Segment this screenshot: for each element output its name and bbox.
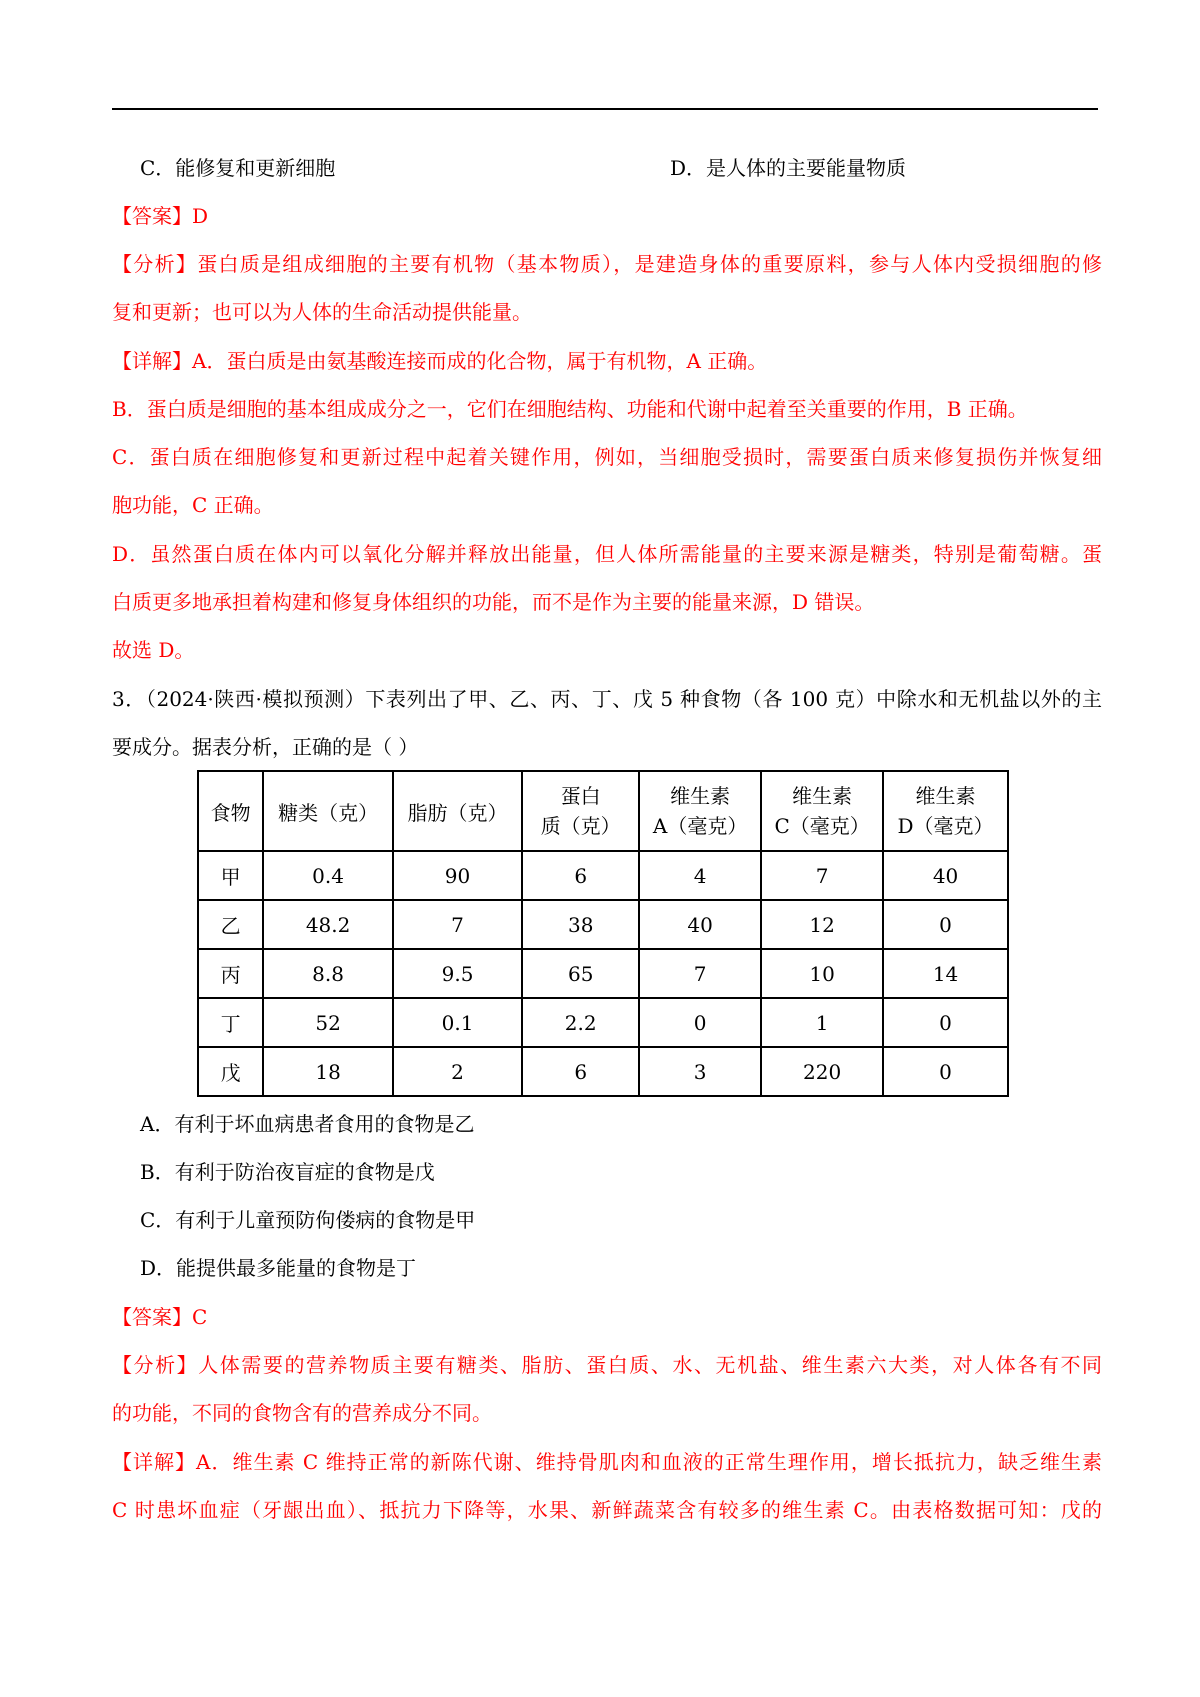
table-cell: 9.5 [393, 949, 522, 998]
detail-line-5: D．虽然蛋白质在体内可以氧化分解并释放出能量，但人体所需能量的主要来源是糖类，特别是葡萄糖。蛋 [112, 542, 1102, 566]
table-cell: 甲 [198, 851, 263, 900]
header-food: 食物 [198, 771, 263, 851]
table-cell: 12 [761, 900, 883, 949]
option-d: D．能提供最多能量的食物是丁 [140, 1256, 417, 1280]
options-row [140, 154, 1130, 182]
table-cell: 3 [639, 1047, 761, 1096]
question-3-stem-line-2: 要成分。据表分析，正确的是（ ） [112, 735, 419, 759]
table-cell: 0 [883, 900, 1008, 949]
table-cell: 7 [393, 900, 522, 949]
detail-line-4: 胞功能，C 正确。 [112, 493, 274, 517]
table-cell: 0 [639, 998, 761, 1047]
table-row [198, 998, 1008, 1047]
option-b: B．有利于防治夜盲症的食物是戊 [140, 1160, 435, 1184]
table-cell: 2 [393, 1047, 522, 1096]
answer-line: 【答案】C [112, 1305, 208, 1329]
table-cell: 40 [639, 900, 761, 949]
answer-line: 【答案】D [112, 204, 209, 228]
header-rule [112, 108, 1098, 110]
table-cell: 0.4 [263, 851, 392, 900]
detail-line-2: B．蛋白质是细胞的基本组成成分之一，它们在细胞结构、功能和代谢中起着至关重要的作用，B 正确。 [112, 397, 1028, 421]
table-cell: 10 [761, 949, 883, 998]
table-cell: 6 [522, 1047, 639, 1096]
table-cell: 丙 [198, 949, 263, 998]
header-protein: 蛋白 质（克） [522, 771, 639, 851]
analysis-line-1: 【分析】蛋白质是组成细胞的主要有机物（基本物质），是建造身体的重要原料，参与人体内受损细胞的修 [112, 252, 1102, 276]
table-cell: 戊 [198, 1047, 263, 1096]
table-cell: 220 [761, 1047, 883, 1096]
option-c: C．有利于儿童预防佝偻病的食物是甲 [140, 1208, 476, 1232]
option-d: D．是人体的主要能量物质 [670, 156, 907, 180]
table-cell: 乙 [198, 900, 263, 949]
table-cell: 0.1 [393, 998, 522, 1047]
table-row [198, 900, 1008, 949]
table-cell: 1 [761, 998, 883, 1047]
detail-line-1: 【详解】A．蛋白质是由氨基酸连接而成的化合物，属于有机物，A 正确。 [112, 349, 768, 373]
header-sugar: 糖类（克） [263, 771, 392, 851]
analysis-line-2: 复和更新；也可以为人体的生命活动提供能量。 [112, 300, 532, 324]
table-row [198, 949, 1008, 998]
detail-line-3: C．蛋白质在细胞修复和更新过程中起着关键作用，例如，当细胞受损时，需要蛋白质来修复损伤并恢复细 [112, 445, 1102, 469]
table-cell: 0 [883, 1047, 1008, 1096]
analysis-line-2: 的功能，不同的食物含有的营养成分不同。 [112, 1401, 492, 1425]
table-cell: 7 [761, 851, 883, 900]
table-cell: 0 [883, 998, 1008, 1047]
option-c: C．能修复和更新细胞 [140, 156, 336, 180]
table-cell: 38 [522, 900, 639, 949]
table-cell: 90 [393, 851, 522, 900]
conclusion-line: 故选 D。 [112, 638, 195, 662]
table-row [198, 851, 1008, 900]
table-cell: 7 [639, 949, 761, 998]
table-cell: 48.2 [263, 900, 392, 949]
analysis-line-1: 【分析】人体需要的营养物质主要有糖类、脂肪、蛋白质、水、无机盐、维生素六大类，对人体各有不同 [112, 1353, 1102, 1377]
table-header-row [198, 771, 1008, 851]
table-cell: 65 [522, 949, 639, 998]
detail-line-1: 【详解】A．维生素 C 维持正常的新陈代谢、维持骨肌肉和血液的正常生理作用，增长抵抗力，缺乏维生素 [112, 1450, 1102, 1474]
table-cell: 40 [883, 851, 1008, 900]
header-fat: 脂肪（克） [393, 771, 522, 851]
question-3-stem-line-1: 3．（2024·陕西·模拟预测）下表列出了甲、乙、丙、丁、戊 5 种食物（各 100 克）中除水和无机盐以外的主 [112, 687, 1102, 711]
header-vitamin-c: 维生素 C（毫克） [761, 771, 883, 851]
table-row [198, 1047, 1008, 1096]
table-cell: 8.8 [263, 949, 392, 998]
table-cell: 6 [522, 851, 639, 900]
table-cell: 52 [263, 998, 392, 1047]
table-cell: 14 [883, 949, 1008, 998]
table-cell: 2.2 [522, 998, 639, 1047]
detail-line-2: C 时患坏血症（牙龈出血）、抵抗力下降等，水果、新鲜蔬菜含有较多的维生素 C。由表格数据可知：戊的 [112, 1498, 1102, 1522]
detail-line-6: 白质更多地承担着构建和修复身体组织的功能，而不是作为主要的能量来源，D 错误。 [112, 590, 875, 614]
table-cell: 丁 [198, 998, 263, 1047]
option-a: A．有利于坏血病患者食用的食物是乙 [140, 1112, 475, 1136]
header-vitamin-d: 维生素 D（毫克） [883, 771, 1008, 851]
table-cell: 4 [639, 851, 761, 900]
table-cell: 18 [263, 1047, 392, 1096]
nutrition-table [197, 770, 1009, 1097]
header-vitamin-a: 维生素 A（毫克） [639, 771, 761, 851]
